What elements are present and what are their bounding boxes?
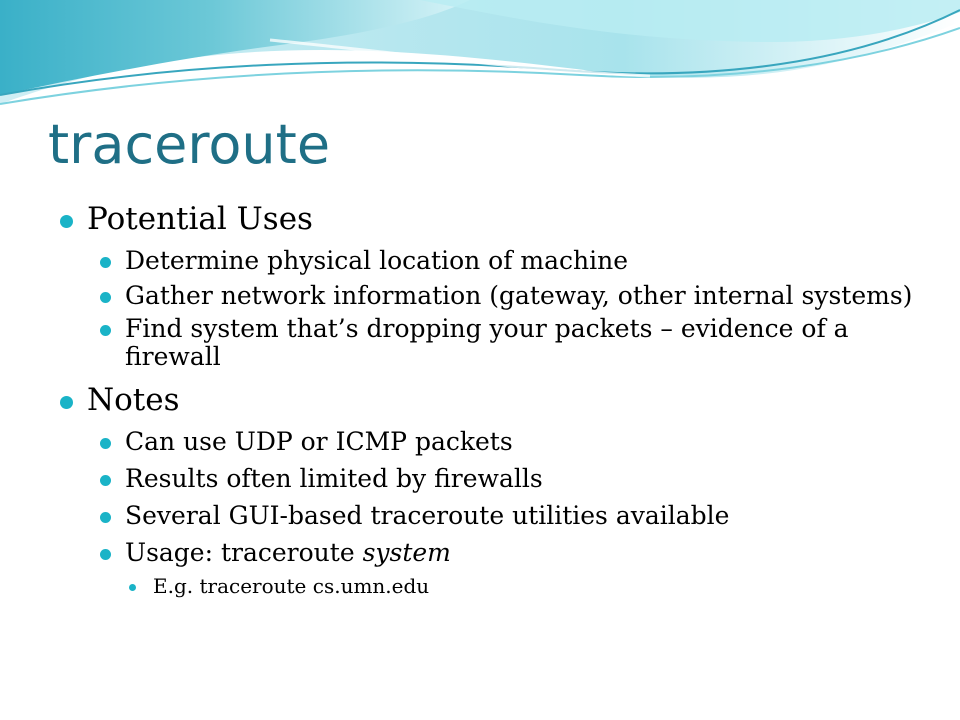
list-item-text: Determine physical location of machine (125, 246, 629, 275)
bullet-icon (100, 475, 111, 486)
example-item (129, 572, 920, 600)
list-item (100, 463, 920, 495)
bullet-icon (100, 438, 111, 449)
section-potential-uses (60, 198, 920, 240)
usage-item (100, 537, 920, 569)
list-item (100, 426, 920, 458)
bullet-icon (100, 512, 111, 523)
example-text: E.g. traceroute cs.umn.edu (153, 574, 430, 598)
slide-title: traceroute (48, 113, 331, 176)
bullet-icon (129, 584, 136, 591)
list-item (100, 315, 920, 371)
section-heading: Potential Uses (87, 201, 313, 237)
bullet-icon (100, 257, 111, 268)
bullet-icon (100, 292, 111, 303)
usage-argument: system (362, 538, 451, 567)
list-item (100, 500, 920, 532)
list-item-text: Find system that’s dropping your packets – evidence of a firewall (125, 314, 849, 371)
slide-content (60, 198, 920, 600)
list-item-text: Several GUI-based traceroute utilities available (125, 501, 730, 530)
bullet-icon (60, 396, 73, 409)
list-item (100, 245, 920, 277)
bullet-icon (60, 215, 73, 228)
usage-prefix: Usage: traceroute (125, 538, 363, 567)
bullet-icon (100, 325, 111, 336)
list-item-text: Gather network information (gateway, other internal systems) (125, 281, 913, 310)
list-item (100, 282, 920, 310)
section-notes (60, 379, 920, 421)
section-heading: Notes (87, 382, 180, 418)
decorative-wave-header (0, 0, 960, 120)
list-item-text: Can use UDP or ICMP packets (125, 427, 513, 456)
bullet-icon (100, 549, 111, 560)
list-item-text: Results often limited by firewalls (125, 464, 543, 493)
